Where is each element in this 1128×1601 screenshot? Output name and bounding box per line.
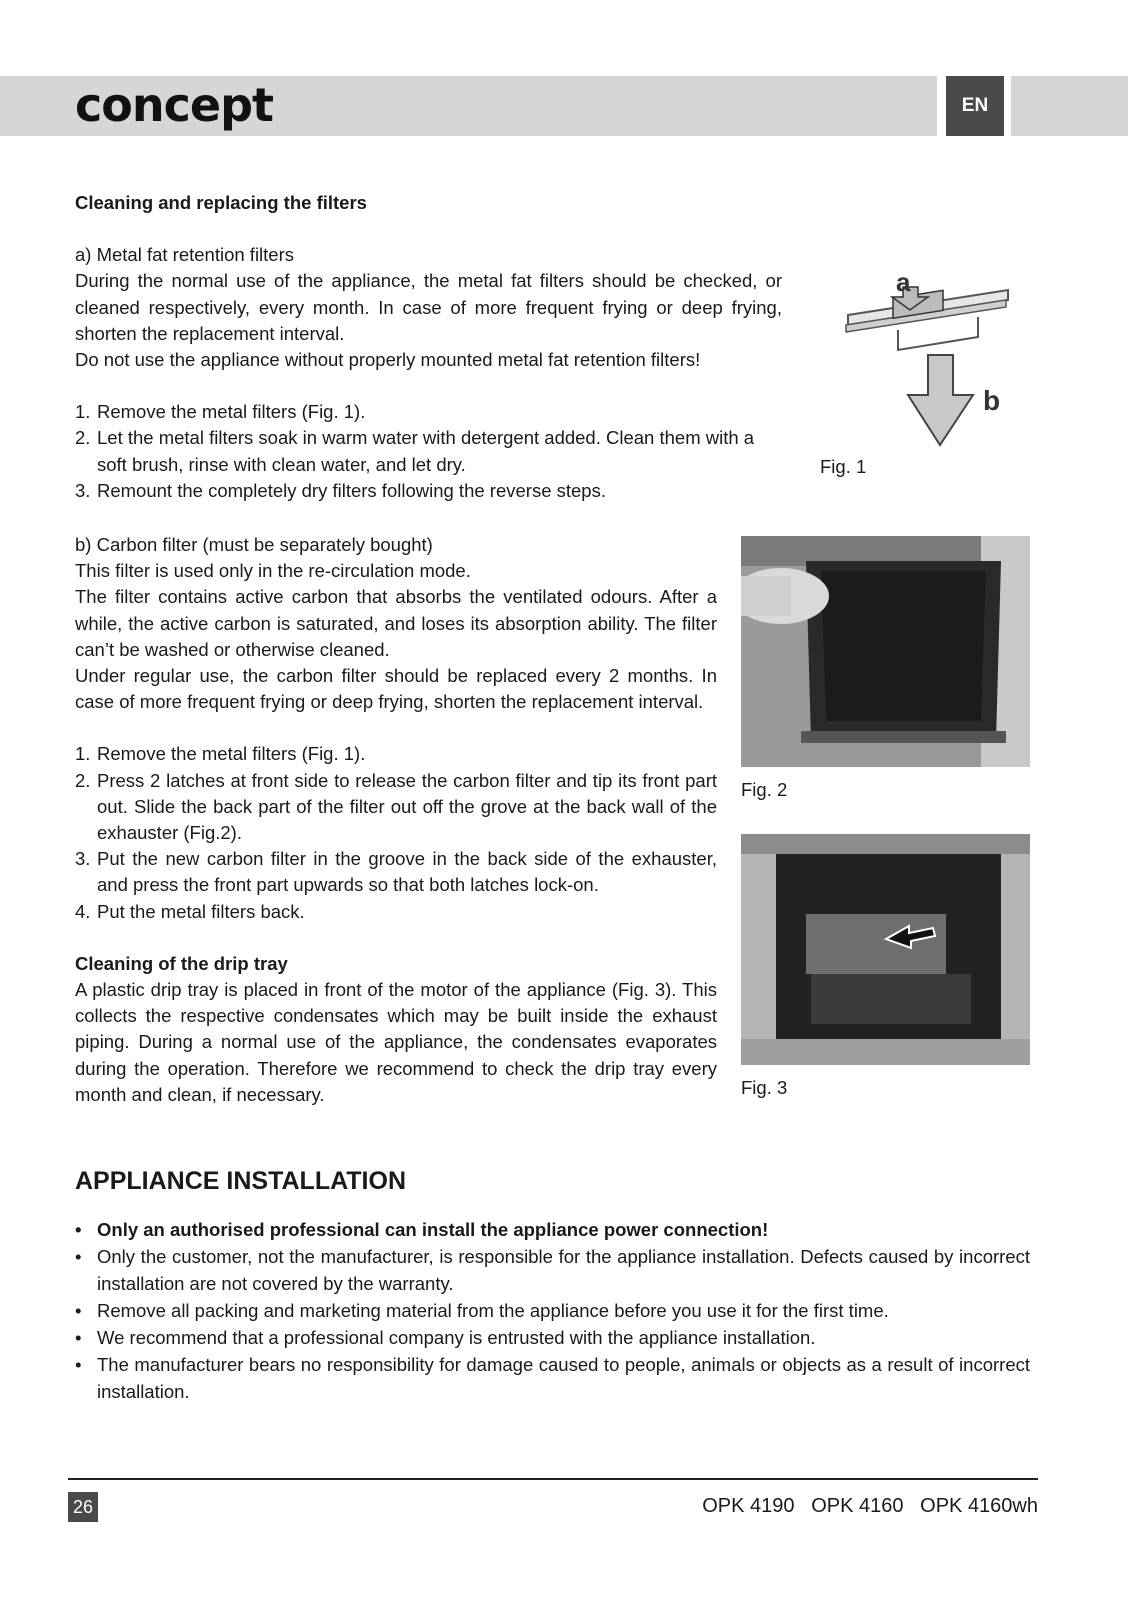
installation-bullets xyxy=(75,1216,1030,1405)
filters-section-b xyxy=(75,532,717,1108)
subheading-metal-filters: a) Metal fat retention filters xyxy=(75,244,295,266)
footer-divider xyxy=(68,1478,1038,1480)
list-item: • Only the customer, not the manufacturer, is responsible for the appliance installation. Defects caused by incorrect installation are not covered by the warranty. xyxy=(75,1246,1030,1294)
list-item: 1. Remove the metal filters (Fig. 1). xyxy=(75,401,366,423)
list-item: 2. Let the metal filters soak in warm water with detergent added. Clean them with a soft brush, rinse with clean water, and let dry. xyxy=(75,427,755,475)
section-title: Cleaning and replacing the filters xyxy=(75,192,367,213)
list-item: 3. Put the new carbon filter in the groove in the back side of the exhauster, and press the front part upwards so that both latches lock-on. xyxy=(75,848,717,896)
fig1-caption: Fig. 1 xyxy=(820,456,867,477)
paragraph: During the normal use of the appliance, the metal fat filters should be checked, or cleaned respectively, every month. In case of more frequent frying or deep frying, shorten the replacement interval. xyxy=(75,270,782,344)
page-number: 26 xyxy=(68,1492,98,1522)
paragraph: This filter is used only in the re-circulation mode. xyxy=(75,560,471,582)
fig1-label-b: b xyxy=(983,385,1001,416)
fig1-label-a: a xyxy=(896,267,911,297)
list-item: • The manufacturer bears no responsibility for damage caused to people, animals or objects as a result of incorrect installation. xyxy=(75,1354,1030,1402)
fig1-diagram xyxy=(838,265,1018,455)
brand-logo: concept xyxy=(75,78,274,132)
list-item: 1. Remove the metal filters (Fig. 1). xyxy=(75,743,366,765)
drip-tray-title: Cleaning of the drip tray xyxy=(75,952,288,974)
metal-filter-steps xyxy=(75,399,782,504)
language-badge: EN xyxy=(946,76,1004,136)
installation-section xyxy=(75,1164,1030,1405)
carbon-filter-steps xyxy=(75,741,717,924)
fig3-caption: Fig. 3 xyxy=(741,1077,788,1098)
drip-tray-paragraph: A plastic drip tray is placed in front of the motor of the appliance (Fig. 3). This collects the respective condensates which may be built inside the exhaust piping. During a normal use of the appliance, the condensates evaporates during the operation. Therefore we recommend to check the drip tray every month and clean, if necessary. xyxy=(75,979,717,1105)
fig3-photo xyxy=(741,834,1030,1065)
paragraph: Under regular use, the carbon filter should be replaced every 2 months. In case of more frequent frying or deep frying, shorten the replacement interval. xyxy=(75,665,717,713)
list-item: • We recommend that a professional company is entrusted with the appliance installation. xyxy=(75,1327,816,1348)
model-numbers: OPK 4190 OPK 4160 OPK 4160wh xyxy=(702,1495,1038,1517)
paragraph: The filter contains active carbon that absorbs the ventilated odours. After a while, the active carbon is saturated, and loses its absorption ability. The filter can’t be washed or otherwise cleaned. xyxy=(75,586,717,660)
list-item: • Only an authorised professional can install the appliance power connection! xyxy=(75,1219,769,1240)
list-item: 2. Press 2 latches at front side to release the carbon filter and tip its front part out. Slide the back part of the filter out off the grove at the back wall of the exhauster (Fig.2). xyxy=(75,769,717,844)
warning-paragraph: Do not use the appliance without properly mounted metal fat retention filters! xyxy=(75,349,701,371)
fig2-caption: Fig. 2 xyxy=(741,779,788,800)
filters-section-a xyxy=(75,190,782,504)
subheading-carbon-filter: b) Carbon filter (must be separately bought) xyxy=(75,534,433,555)
list-item: 4. Put the metal filters back. xyxy=(75,900,305,922)
installation-title: APPLIANCE INSTALLATION xyxy=(75,1167,407,1195)
fig2-photo xyxy=(741,536,1030,767)
list-item: • Remove all packing and marketing material from the appliance before you use it for the first time. xyxy=(75,1300,889,1321)
list-item: 3. Remount the completely dry filters following the reverse steps. xyxy=(75,479,606,501)
